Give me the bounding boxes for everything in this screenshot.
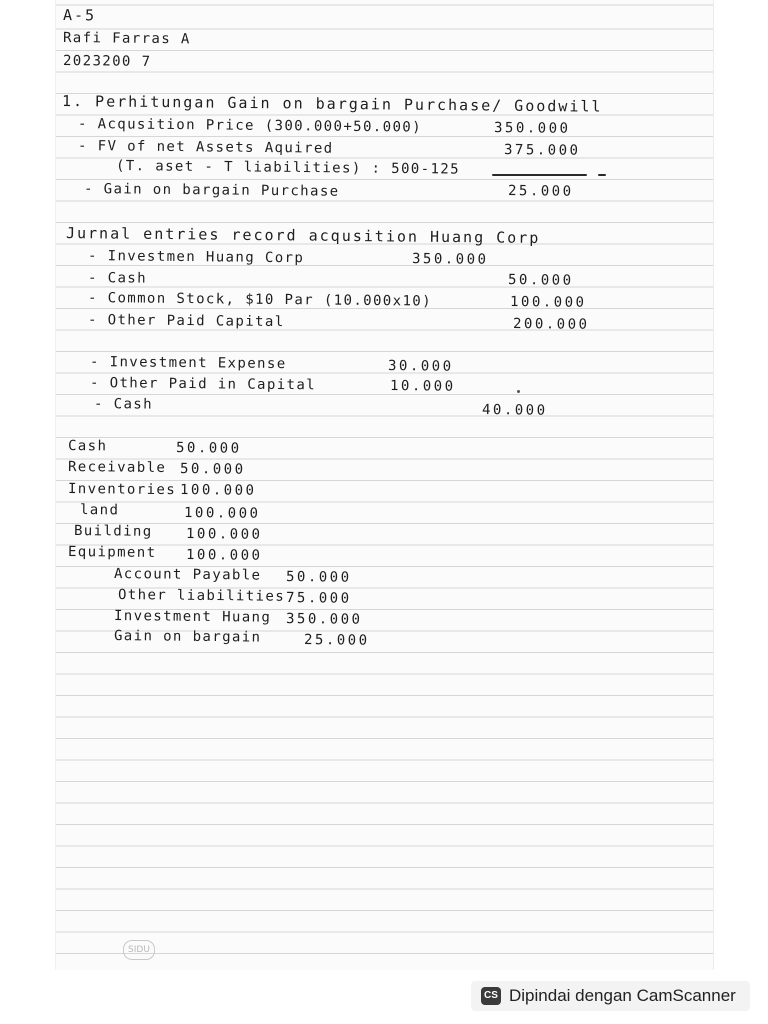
section1-row-label: (T. aset - T liabilities) : 500-125 (115, 158, 461, 178)
expense-entry-debit: 30.000 (387, 358, 454, 375)
expense-entry-label: - Investment Expense (89, 354, 287, 373)
class-code: A-5 (62, 6, 97, 25)
pen-mark (517, 390, 520, 393)
allocation-credit-label: Gain on bargain (113, 628, 262, 646)
student-name: Rafi Farras A (62, 30, 191, 48)
expense-entry-label: - Other Paid in Capital (89, 375, 317, 394)
section1-row-label: - FV of net Assets Aquired (77, 138, 334, 157)
journal-entry-label: - Common Stock, $10 Par (10.000x10) (87, 290, 433, 310)
allocation-credit-amount: 350.000 (285, 611, 363, 628)
allocation-credit-label: Investment Huang (113, 608, 272, 626)
section1-row-label: - Acqusition Price (300.000+50.000) (77, 116, 423, 136)
section1-row-amount: 375.000 (503, 142, 581, 159)
journal-entry-debit: 350.000 (411, 251, 489, 268)
expense-entry-label: - Cash (93, 396, 154, 413)
journal-entry-label: - Cash (87, 270, 148, 287)
section1-row-label: - Gain on bargain Purchase (83, 181, 340, 200)
section1-row-amount: 25.000 (507, 183, 574, 200)
allocation-debit-label: Receivable (67, 459, 167, 477)
subtotal-rule-tick (598, 174, 606, 176)
allocation-credit-amount: 50.000 (285, 569, 352, 586)
paper-brand-logo: SIDU (123, 940, 155, 960)
allocation-credit-amount: 75.000 (285, 590, 352, 607)
allocation-debit-label: Cash (67, 438, 108, 455)
allocation-debit-amount: 50.000 (175, 440, 242, 457)
journal-entry-credit: 50.000 (507, 272, 574, 289)
camscanner-watermark (471, 981, 750, 1011)
expense-entry-credit: 40.000 (481, 402, 548, 419)
allocation-debit-amount: 100.000 (185, 526, 263, 543)
camscanner-text: Dipindai dengan CamScanner (509, 986, 736, 1005)
journal-entry-label: - Other Paid Capital (87, 312, 285, 331)
allocation-debit-label: Inventories (67, 481, 177, 499)
allocation-debit-amount: 50.000 (179, 461, 246, 478)
expense-entry-debit: 10.000 (389, 378, 456, 395)
allocation-debit-label: land (79, 502, 120, 519)
allocation-credit-label: Account Payable (113, 566, 262, 584)
student-id: 2023200 7 (62, 53, 152, 70)
camscanner-icon: CS (481, 987, 501, 1005)
allocation-debit-amount: 100.000 (183, 505, 261, 522)
allocation-debit-amount: 100.000 (179, 482, 257, 499)
journal-entry-label: - Investmen Huang Corp (87, 248, 305, 267)
allocation-debit-label: Building (73, 523, 153, 540)
allocation-credit-amount: 25.000 (303, 632, 370, 649)
section1-row-amount: 350.000 (493, 120, 571, 137)
allocation-debit-amount: 100.000 (185, 547, 263, 564)
journal-entry-credit: 100.000 (509, 294, 587, 311)
section2-title: Jurnal entries record acqusition Huang Corp (65, 224, 541, 247)
allocation-debit-label: Equipment (67, 544, 157, 561)
journal-entry-credit: 200.000 (512, 316, 590, 333)
section1-title: 1. Perhitungan Gain on bargain Purchase/ Goodwill (61, 92, 603, 116)
allocation-credit-label: Other liabilities (117, 587, 286, 605)
subtotal-rule (492, 174, 587, 176)
